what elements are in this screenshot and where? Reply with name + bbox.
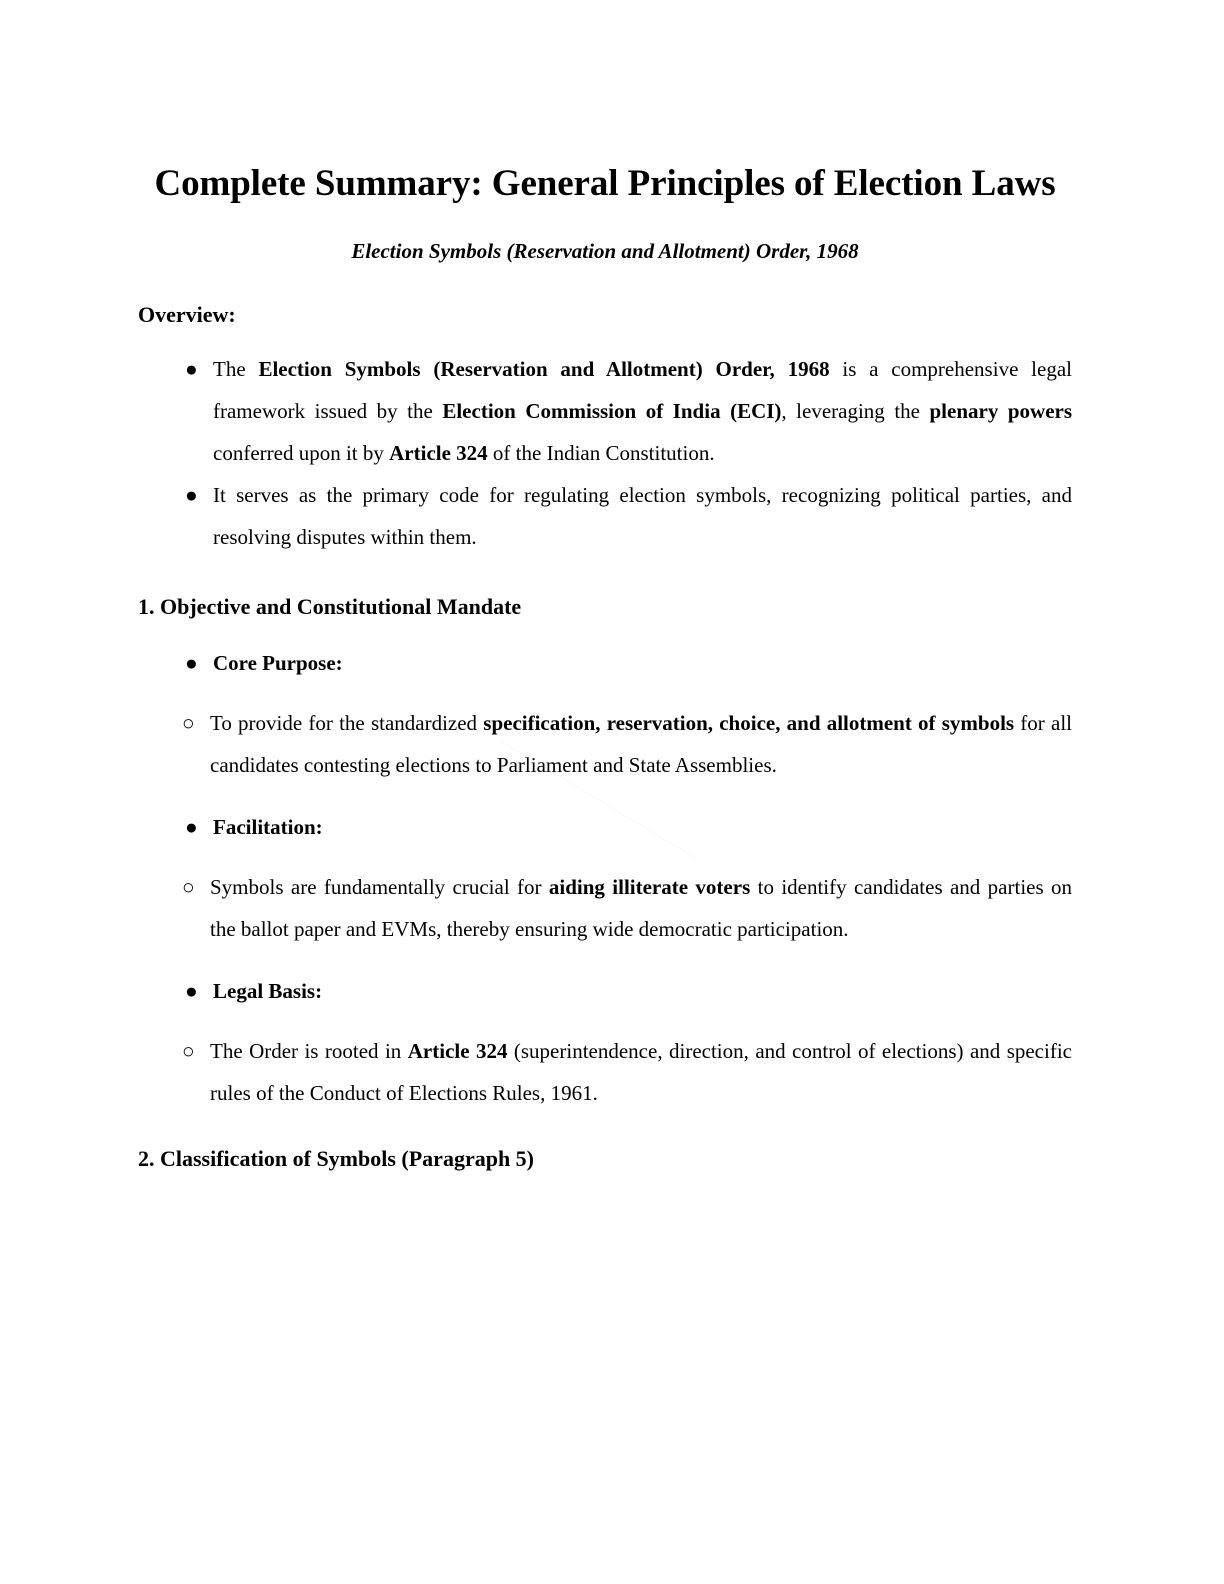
secondary-bullet-list	[138, 866, 1072, 950]
secondary-bullet-list	[138, 702, 1072, 786]
sub-list-item	[138, 1030, 1072, 1114]
emphasis-text: Election Commission of India (ECI)	[442, 399, 782, 424]
list-item-label	[138, 642, 1072, 684]
body-text: The Order is rooted in	[210, 1038, 408, 1063]
emphasis-text: aiding illiterate voters	[548, 874, 751, 899]
body-text: It serves as the primary code for regulating election symbols, recognizing political parties, and resolving disputes within them.	[213, 483, 1072, 550]
emphasis-text: Article 324	[407, 1038, 508, 1063]
body-text: The	[213, 357, 259, 382]
section-heading: 1. Objective and Constitutional Mandate	[138, 594, 522, 620]
bullet-filled-icon: ●	[185, 650, 198, 675]
bullet-group	[138, 806, 1072, 950]
document-subtitle: Election Symbols (Reservation and Allotment) Order, 1968	[351, 239, 859, 264]
bullet-group	[138, 970, 1072, 1114]
body-text: is a comprehensive legal framework issued by the	[213, 357, 1072, 424]
bullet-group	[138, 642, 1072, 786]
bullet-hollow-icon: ○	[182, 710, 195, 735]
emphasis-text: Election Symbols (Reservation and Allotment) Order, 1968	[258, 357, 830, 382]
list-item	[138, 474, 1072, 558]
body-text: conferred upon it by	[213, 441, 390, 466]
body-text: To provide for the standardized	[210, 710, 484, 735]
page-title: Complete Summary: General Principles of Election Laws	[154, 163, 1056, 204]
body-text: (superintendence, direction, and control of elections) and specific rules of the Conduct of Elections Rules, 1961.	[210, 1038, 1072, 1105]
body-text: Symbols are fundamentally crucial for	[210, 874, 549, 899]
bullet-hollow-icon: ○	[182, 874, 195, 899]
primary-bullet-list	[138, 970, 1072, 1012]
body-text: to identify candidates and parties on the ballot paper and EVMs, thereby ensuring wide democratic participation.	[210, 874, 1073, 941]
overview-heading: Overview:	[138, 302, 236, 328]
body-text: for all candidates contesting elections to Parliament and State Assemblies.	[210, 710, 1072, 777]
sections-root	[138, 592, 1072, 1173]
overview-bullet-list	[138, 348, 1072, 558]
bullet-filled-icon: ●	[185, 483, 198, 508]
group-label-text: Core Purpose:	[213, 650, 343, 675]
emphasis-text: plenary powers	[929, 399, 1073, 424]
list-item-label	[138, 970, 1072, 1012]
primary-bullet-list	[138, 642, 1072, 684]
group-label-text: Facilitation:	[213, 814, 323, 839]
emphasis-text: Article 324	[389, 441, 488, 466]
section-heading: 2. Classification of Symbols (Paragraph 5)	[138, 1145, 534, 1171]
document-content	[138, 148, 1072, 1173]
bullet-filled-icon: ●	[185, 357, 198, 382]
secondary-bullet-list	[138, 1030, 1072, 1114]
list-item-label	[138, 806, 1072, 848]
bullet-filled-icon: ●	[185, 978, 198, 1003]
sub-list-item	[138, 866, 1072, 950]
bullet-hollow-icon: ○	[182, 1038, 195, 1063]
group-label-text: Legal Basis:	[213, 978, 323, 1003]
body-text: of the Indian Constitution.	[487, 441, 715, 466]
body-text: , leveraging the	[781, 399, 930, 424]
primary-bullet-list	[138, 806, 1072, 848]
emphasis-text: specification, reservation, choice, and allotment of symbols	[483, 710, 1015, 735]
sub-list-item	[138, 702, 1072, 786]
list-item	[138, 348, 1072, 474]
bullet-filled-icon: ●	[185, 814, 198, 839]
